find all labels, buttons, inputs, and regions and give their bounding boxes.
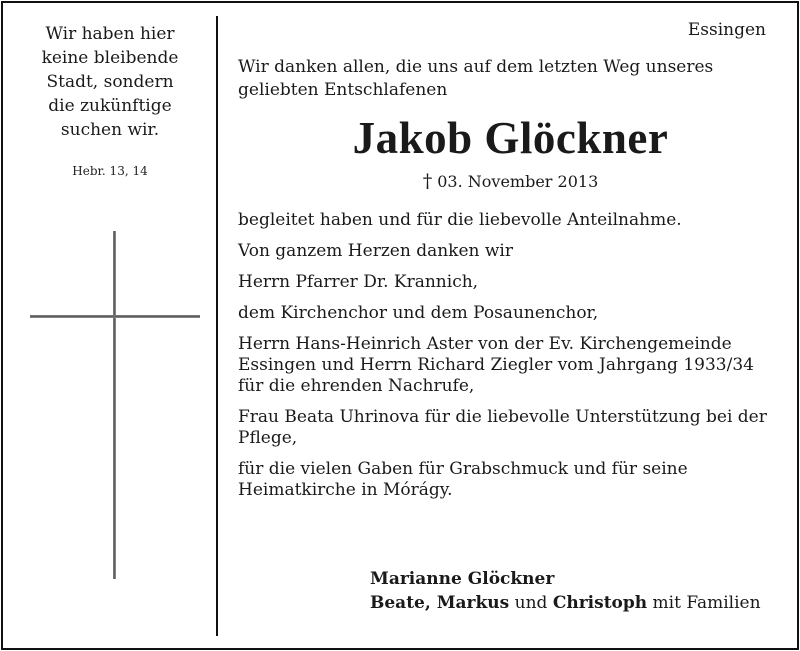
thanks-line: für die vielen Gaben für Grabschmuck und für seine: [238, 459, 688, 479]
cross-icon: [113, 231, 116, 579]
main-text: [238, 56, 783, 511]
thanks-paragraph: [238, 303, 783, 324]
signer-name: Christoph: [552, 593, 648, 613]
verse-line: suchen wir.: [60, 120, 160, 140]
place-name: Essingen: [687, 20, 766, 40]
thanks-line: Von ganzem Herzen danken wir: [238, 241, 513, 261]
intro-line: geliebten Entschlafenen: [238, 80, 448, 100]
verse-line: keine bleibende: [41, 48, 179, 68]
dagger-icon: †: [422, 170, 433, 192]
signer-names: Beate, Markus: [370, 593, 510, 613]
verse-line: Wir haben hier: [45, 24, 175, 44]
signature-conjunction: und: [509, 593, 553, 613]
death-date: 03. November 2013: [437, 172, 599, 191]
thanks-paragraph: [238, 334, 783, 397]
verse-reference: Hebr. 13, 14: [72, 164, 148, 178]
thanks-line: Frau Beata Uhrinova für die liebevolle Unterstützung bei der: [238, 407, 767, 427]
thanks-paragraph: [238, 459, 783, 501]
thanks-line: Herrn Hans-Heinrich Aster von der Ev. Kirchengemeinde: [238, 334, 732, 354]
thanks-line: für die ehrenden Nachrufe,: [238, 376, 475, 396]
thanks-list: [238, 210, 783, 501]
signer-name: Marianne Glöckner: [370, 569, 555, 589]
thanks-line: Herrn Pfarrer Dr. Krannich,: [238, 272, 479, 292]
bible-verse: [12, 22, 208, 142]
thanks-line: dem Kirchenchor und dem Posaunenchor,: [238, 303, 599, 323]
thanks-paragraph: [238, 210, 783, 231]
column-divider: [216, 16, 218, 636]
thanks-line: Pflege,: [238, 428, 298, 448]
thanks-line: Essingen und Herrn Richard Ziegler vom Jahrgang 1933/34: [238, 355, 754, 375]
intro-text: [238, 56, 783, 102]
verse-line: Stadt, sondern: [46, 72, 174, 92]
thanks-paragraph: [238, 407, 783, 449]
thanks-paragraph: [238, 241, 783, 262]
signature-suffix: mit Familien: [647, 593, 761, 613]
intro-line: Wir danken allen, die uns auf dem letzten Weg unseres: [238, 57, 714, 77]
deceased-name: Jakob Glöckner: [352, 113, 669, 163]
death-date-line: [238, 170, 783, 192]
thanks-line: Heimatkirche in Mórágy.: [238, 480, 453, 500]
signature-block: [370, 567, 761, 615]
left-panel: [12, 22, 208, 178]
thanks-paragraph: [238, 272, 783, 293]
cross-icon-crossbar: [30, 315, 200, 318]
verse-line: die zukünftige: [48, 96, 172, 116]
thanks-line: begleitet haben und für die liebevolle Anteilnahme.: [238, 210, 682, 230]
